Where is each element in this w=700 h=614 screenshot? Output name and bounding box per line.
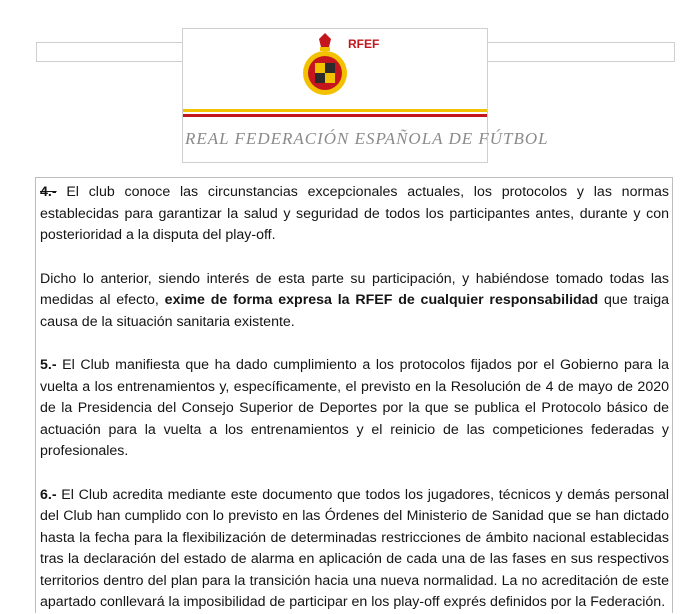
- paragraph-number: 6.-: [40, 486, 57, 503]
- paragraph-text: Dicho lo anterior, siendo interés de esta parte su participación, y habiéndose tomado todas las medidas al efecto,: [40, 270, 669, 308]
- rfef-crest-icon: [299, 33, 355, 99]
- paragraph-6: [40, 485, 669, 614]
- paragraph-text: El club conoce las circunstancias excepcionales actuales, los protocolos y las normas establecidas para garantizar la salud y seguridad de todos los participantes antes, durante y con posterioridad a la disputa del play-off.: [40, 184, 669, 243]
- rfef-logo: [182, 28, 549, 163]
- paragraph-number: 5.-: [40, 357, 57, 373]
- paragraph-number: 4.-: [40, 184, 57, 200]
- header-right-rule: [487, 42, 675, 62]
- logo-lettering: RFEF: [348, 37, 380, 51]
- paragraph-text: que traiga causa de la situación sanitaria existente.: [40, 292, 669, 330]
- document-body: [35, 177, 673, 613]
- paragraph-4: [40, 182, 669, 247]
- paragraph-5: [40, 355, 669, 463]
- paragraph-4-continued: [40, 269, 669, 334]
- paragraph-text: El Club manifiesta que ha dado cumplimiento a los protocolos fijados por el Gobierno para la vuelta a los entrenamientos y, específicamente, el previsto en la Resolución de 4 de mayo de 2020 de la Presidencia del Consejo Superior de Deportes por la que se publica el Protocolo básico de actuación para la vuelta a los entrenamientos y el reinicio de las competiciones federadas y profesionales.: [40, 357, 669, 459]
- logo-wordmark: REAL FEDERACIÓN ESPAÑOLA DE FÚTBOL: [185, 129, 549, 148]
- paragraph-text: El Club acredita mediante este documento que todos los jugadores, técnicos y demás personal del Club han cumplido con lo previsto en las Órdenes del Ministerio de Sanidad que se han dictado hasta la fecha para la flexibilización de determinadas restricciones de ámbito nacional establecidas tras la declaración del estado de alarma en aplicación de cada una de las fases en sus respectivos territorios dentro del plan para la transición hacia una nueva normalidad. La no acreditación de este apartado conllevará la imposibilidad de participar en los play-off exprés definidos por la Federación.: [40, 486, 669, 610]
- paragraph-bold-text: exime de forma expresa la RFEF de cualquier responsabilidad: [158, 292, 599, 308]
- header-left-rule: [36, 42, 184, 62]
